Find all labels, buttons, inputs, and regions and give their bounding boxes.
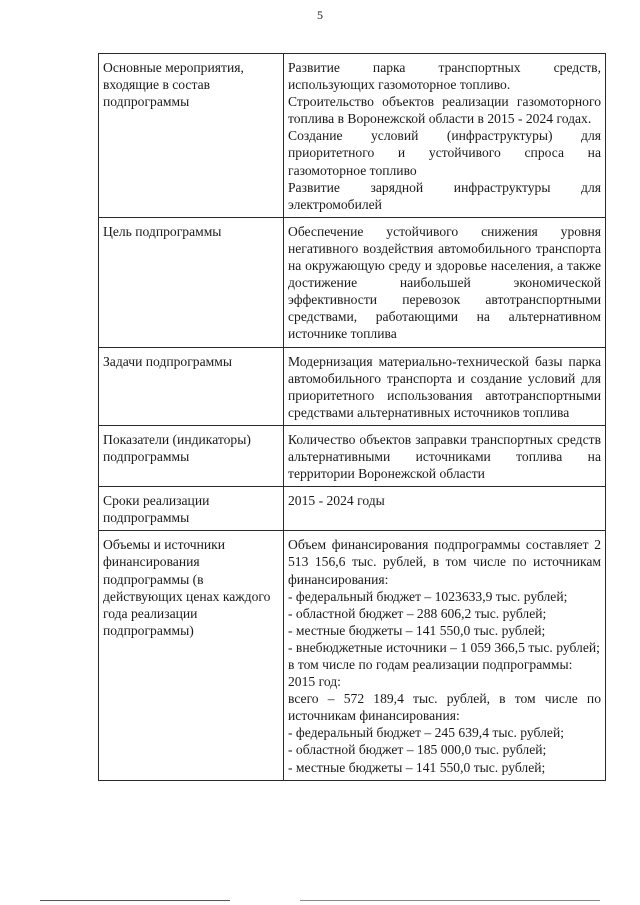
value-paragraph: Обеспечение устойчивого снижения уровня негативного воздействия автомобильного транспорта на окружающую среду и здоровье населения, а также достижение наибольшей экономической эффективности перевозок автотранспортными средствами, работающими на альтернативном источнике топлива	[288, 223, 601, 342]
row-value	[284, 531, 606, 780]
value-paragraph: - внебюджетные источники – 1 059 366,5 тыс. рублей;	[288, 639, 600, 655]
value-paragraph: Количество объектов заправки транспортных средств альтернативными источниками топлива на территории Воронежской области	[288, 431, 601, 482]
value-paragraph: в том числе по годам реализации подпрограммы:	[288, 657, 573, 672]
page-number: 5	[317, 8, 323, 22]
row-label: Сроки реализации подпрограммы	[99, 487, 284, 531]
page-bottom-rule	[40, 900, 230, 901]
row-value	[284, 347, 606, 425]
row-value	[284, 54, 606, 218]
value-paragraph: - федеральный бюджет – 1023633,9 тыс. рублей;	[288, 588, 568, 604]
value-paragraph: - областной бюджет – 288 606,2 тыс. рублей;	[288, 605, 547, 621]
row-label: Объемы и источники финансирования подпрограммы (в действующих ценах каждого года реализации подпрограммы)	[99, 531, 284, 780]
value-paragraph: Развитие парка транспортных средств, использующих газомоторное топливо.	[288, 60, 601, 93]
value-paragraph: - местные бюджеты – 141 550,0 тыс. рублей;	[288, 759, 546, 775]
value-paragraph: Строительство объектов реализации газомоторного топлива в Воронежской области в 2015 - 2024 годах.	[288, 94, 601, 127]
row-value	[284, 425, 606, 486]
value-paragraph: - федеральный бюджет – 245 639,4 тыс. рублей;	[288, 725, 564, 741]
table-row	[99, 487, 606, 531]
row-label: Цель подпрограммы	[99, 217, 284, 347]
row-value	[284, 217, 606, 347]
value-paragraph: - местные бюджеты – 141 550,0 тыс. рублей;	[288, 622, 546, 638]
table-row	[99, 531, 606, 780]
table-row	[99, 54, 606, 218]
row-label: Основные мероприятия, входящие в состав подпрограммы	[99, 54, 284, 218]
table-row	[99, 347, 606, 425]
value-paragraph: Создание условий (инфраструктуры) для приоритетного и устойчивого спроса на газомоторное топливо	[288, 128, 601, 178]
value-paragraph: Развитие зарядной инфраструктуры для электромобилей	[288, 179, 601, 212]
table-row	[99, 217, 606, 347]
value-paragraph: Объем финансирования подпрограммы составляет 2 513 156,6 тыс. рублей, в том числе по источникам финансирования:	[288, 537, 601, 587]
row-value	[284, 487, 606, 531]
page-bottom-rule-right	[300, 900, 600, 901]
value-paragraph: - областной бюджет – 185 000,0 тыс. рублей;	[288, 742, 547, 758]
value-paragraph: 2015 год:	[288, 674, 341, 690]
row-label: Задачи подпрограммы	[99, 347, 284, 425]
value-paragraph: 2015 - 2024 годы	[288, 493, 385, 509]
value-paragraph: всего – 572 189,4 тыс. рублей, в том числе по источникам финансирования:	[288, 691, 601, 724]
subprogram-passport-table	[98, 53, 606, 781]
table-row	[99, 425, 606, 486]
row-label: Показатели (индикаторы) подпрограммы	[99, 425, 284, 486]
value-paragraph: Модернизация материально-технической базы парка автомобильного транспорта и создание условий для приоритетного использования автотранспортными средствами альтернативных источников топлива	[288, 353, 601, 420]
table-body	[99, 54, 606, 781]
